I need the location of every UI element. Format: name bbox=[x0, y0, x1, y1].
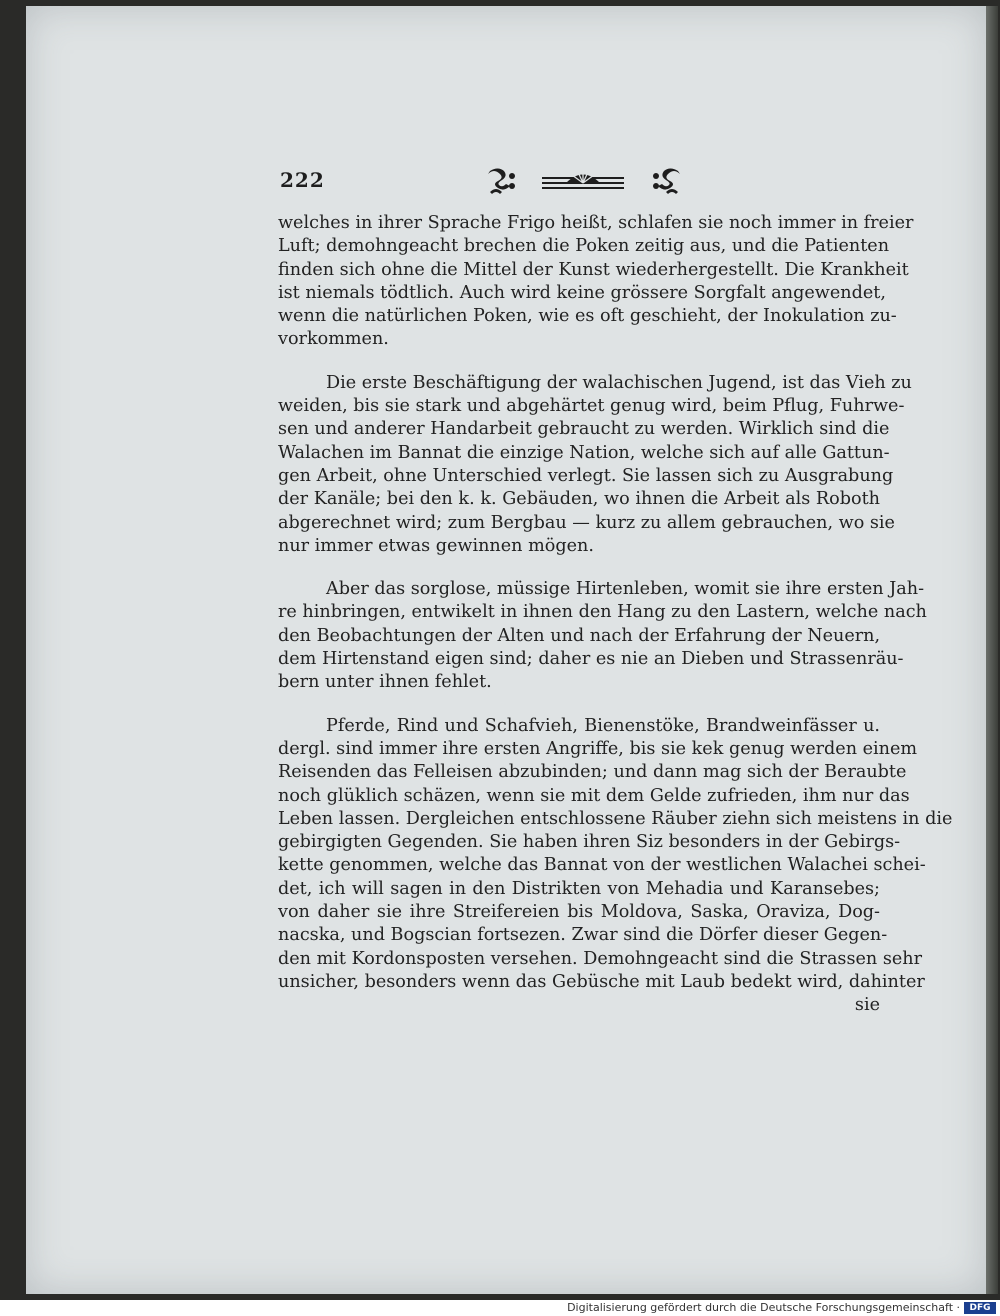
page-number: 222 bbox=[280, 168, 325, 192]
text-line: dergl. sind immer ihre ersten Angriffe, bis sie kek genug werden einem bbox=[278, 738, 918, 759]
text-line: Die erste Beschäftigung der walachischen Jugend, ist das Vieh zu bbox=[326, 372, 912, 393]
dfg-logo-badge: DFG bbox=[964, 1302, 996, 1314]
text-line: der Kanäle; bei den k. k. Gebäuden, wo ihnen die Arbeit als Roboth bbox=[278, 489, 880, 510]
text-line: noch glüklich schäzen, wenn sie mit dem Gelde zufrieden, ihm nur das bbox=[278, 785, 910, 806]
text-line: dem Hirtenstand eigen sind; daher es nie an Dieben und Strassenräu- bbox=[278, 649, 904, 670]
text-line: nur immer etwas gewinnen mögen. bbox=[278, 535, 594, 556]
text-line: Walachen im Bannat die einzige Nation, welche sich auf alle Gattun- bbox=[278, 442, 890, 463]
text-line: Aber das sorglose, müssige Hirtenleben, womit sie ihre ersten Jah- bbox=[326, 579, 925, 600]
footer-credit-text: Digitalisierung gefördert durch die Deutsche Forschungsgemeinschaft · bbox=[567, 1301, 960, 1314]
paragraph-gap bbox=[278, 695, 880, 715]
text-line: det, ich will sagen in den Distrikten von Mehadia und Karansebes; bbox=[278, 878, 880, 899]
text-line: Leben lassen. Dergleichen entschlossene Räuber ziehn sich meistens in die bbox=[278, 808, 953, 829]
text-line: ist niemals tödtlich. Auch wird keine grössere Sorgfalt angewendet, bbox=[278, 282, 886, 303]
paragraph-gap bbox=[278, 558, 880, 578]
text-line: wenn die natürlichen Poken, wie es oft geschieht, der Inokulation zu- bbox=[278, 306, 897, 327]
text-line: unsicher, besonders wenn das Gebüsche mit Laub bedekt wird, dahinter bbox=[278, 971, 925, 992]
paragraph-gap bbox=[278, 352, 880, 372]
text-line: welches in ihrer Sprache Frigo heißt, schlafen sie noch immer in freier bbox=[278, 213, 914, 233]
text-line: Reisenden das Felleisen abzubinden; und dann mag sich der Beraubte bbox=[278, 762, 907, 783]
digitization-footer bbox=[0, 1300, 1000, 1316]
page-header bbox=[280, 168, 880, 198]
body-text bbox=[278, 212, 953, 1018]
decorative-header-ornament-icon bbox=[484, 166, 684, 196]
text-line: Luft; demohngeacht brechen die Poken zeitig aus, und die Patienten bbox=[278, 236, 890, 257]
text-line: kette genommen, welche das Bannat von der westlichen Walachei schei- bbox=[278, 855, 926, 876]
text-line: gen Arbeit, ohne Unterschied verlegt. Sie lassen sich zu Ausgrabung bbox=[278, 465, 894, 486]
text-line: den mit Kordonsposten versehen. Demohngeacht sind die Strassen sehr bbox=[278, 948, 923, 969]
text-line: gebirgigten Gegenden. Sie haben ihren Siz besonders in der Gebirgs- bbox=[278, 832, 901, 853]
text-line: bern unter ihnen fehlet. bbox=[278, 672, 492, 693]
text-line: den Beobachtungen der Alten und nach der Erfahrung der Neuern, bbox=[278, 625, 881, 646]
text-line: weiden, bis sie stark und abgehärtet genug wird, beim Pflug, Fuhrwe- bbox=[278, 396, 905, 417]
text-line: nacska, und Bogscian fortsezen. Zwar sind die Dörfer dieser Gegen- bbox=[278, 925, 888, 946]
text-line: re hinbringen, entwikelt in ihnen den Hang zu den Lastern, welche nach bbox=[278, 602, 927, 623]
text-line: finden sich ohne die Mittel der Kunst wiederhergestellt. Die Krankheit bbox=[278, 259, 909, 280]
text-line: von daher sie ihre Streifereien bis Moldova, Saska, Oraviza, Dog- bbox=[278, 902, 880, 923]
text-line: sen und anderer Handarbeit gebraucht zu werden. Wirklich sind die bbox=[278, 419, 890, 440]
text-line: abgerechnet wird; zum Bergbau — kurz zu allem gebrauchen, wo sie bbox=[278, 512, 895, 533]
catchword: sie bbox=[854, 995, 880, 1016]
text-line: vorkommen. bbox=[278, 329, 389, 350]
text-line: Pferde, Rind und Schafvieh, Bienenstöke, Brandweinfässer u. bbox=[326, 715, 880, 736]
